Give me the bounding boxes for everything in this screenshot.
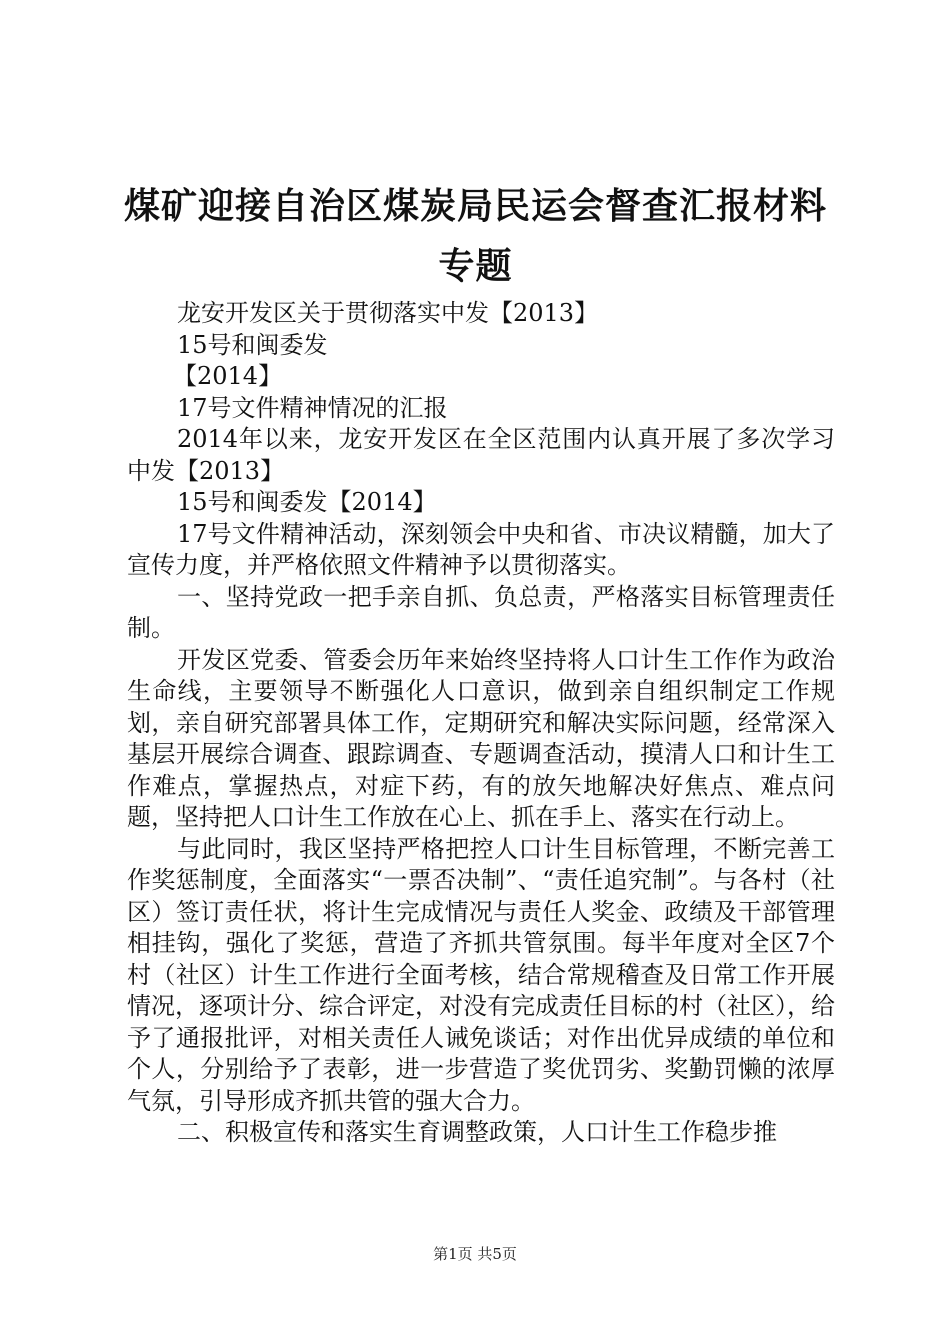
paragraph: 龙安开发区关于贯彻落实中发【2013】 — [177, 299, 599, 327]
paragraph: 与此同时，我区坚持严格把控人口计生目标管理，不断完善工作奖惩制度，全面落实“一票否决制”、“责任追究制”。与各村（社区）签订责任状，将计生完成情况与责任人奖金、政绩及干部管理相挂钩，强化了奖惩，营造了齐抓共管氛围。每半年度对全区7个村（社区）计生工作进行全面考核，结合常规稽查及日常工作开展情况，逐项计分、综合评定，对没有完成责任目标的村（社区），给予了通报批评，对相关责任人诫免谈话；对作出优异成绩的单位和个人，分别给予了表彰，进一步营造了奖优罚劣、奖勤罚懒的浓厚气氛，引导形成齐抓共管的强大合力。 — [127, 834, 835, 1115]
paragraph: 17号文件精神情况的汇报 — [177, 393, 448, 422]
section-heading: 二、积极宣传和落实生育调整政策，人口计生工作稳步推 — [177, 1118, 777, 1146]
paragraph: 开发区党委、管委会历年来始终坚持将人口计生工作作为政治生命线，主要领导不断强化人口意识，做到亲自组织制定工作规划，亲自研究部署具体工作，定期研究和解决实际问题，经常深入基层开展综合调查、跟踪调查、专题调查活动，摸清人口和计生工作难点，掌握热点，对症下药，有的放矢地解决好焦点、难点问题，坚持把人口计生工作放在心上、抓在手上、落实在行动上。 — [127, 645, 835, 831]
document-title: 煤矿迎接自治区煤炭局民运会督查汇报材料专题 — [123, 185, 827, 287]
page-footer: 第1页 共5页 — [433, 1245, 517, 1263]
paragraph: 15号和闽委发【2014】 — [177, 488, 437, 516]
paragraph: 【2014】 — [173, 362, 283, 390]
section-heading: 一、坚持党政一把手亲自抓、负总责，严格落实目标管理责任制。 — [127, 582, 835, 642]
paragraph: 17号文件精神活动，深刻领会中央和省、市决议精髓，加大了宣传力度，并严格依照文件精神予以贯彻落实。 — [127, 519, 835, 579]
paragraph: 2014年以来，龙安开发区在全区范围内认真开展了多次学习中发【2013】 — [127, 425, 835, 485]
paragraph: 15号和闽委发 — [177, 330, 328, 359]
document-body — [127, 298, 835, 1149]
